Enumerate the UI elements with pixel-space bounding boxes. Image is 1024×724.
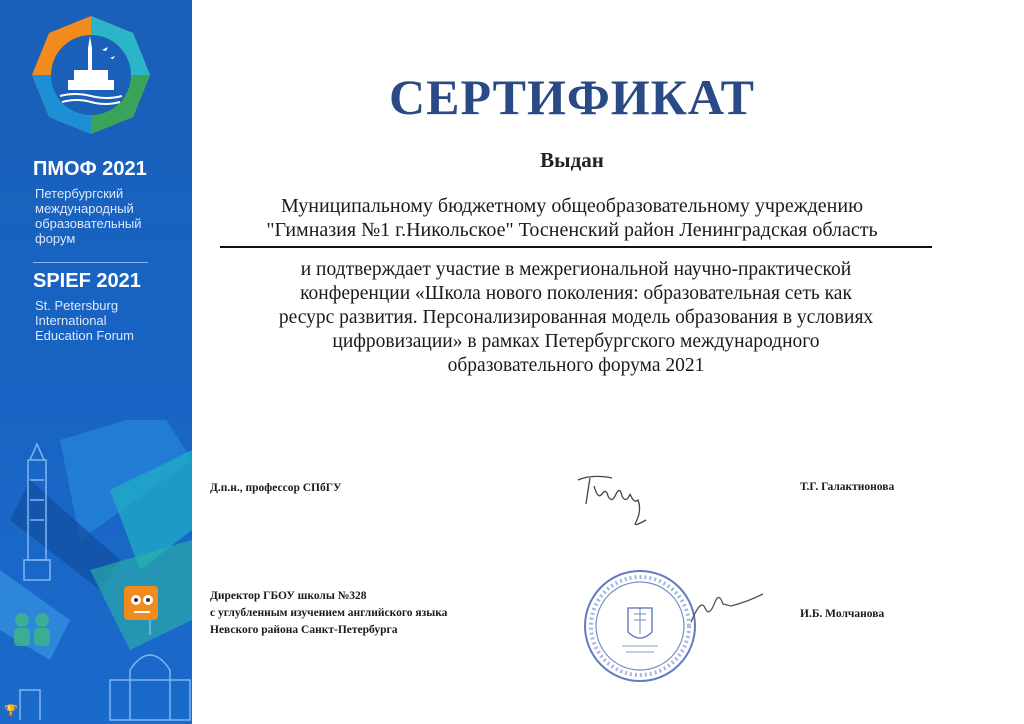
sidebar-banner [0, 0, 192, 724]
recipient-underline [220, 246, 932, 248]
signatory-position-line: Директор ГБОУ школы №328 [210, 590, 367, 602]
forum-title-ru: ПМОФ 2021 [33, 158, 147, 180]
forum-subtitle-en-line: International [35, 313, 107, 328]
city-skyline-decoration [0, 420, 192, 724]
signatory-position-block [210, 588, 447, 639]
forum-subtitle-en-line: Education Forum [35, 328, 134, 343]
forum-subtitle-ru-line: форум [35, 231, 76, 246]
certificate-text-line: конференции «Школа нового поколения: образовательная сеть как [300, 283, 852, 304]
handwritten-signature-icon [687, 588, 767, 628]
forum-subtitle-ru-line: Петербургский [35, 186, 124, 201]
svg-text:🏆: 🏆 [4, 705, 18, 717]
forum-subtitle-en-line: St. Petersburg [35, 298, 119, 313]
sidebar-divider [33, 262, 148, 263]
certificate-text-line: и подтверждает участие в межрегиональной научно-практической [300, 259, 852, 280]
recipient-name [212, 194, 932, 242]
signatory-position-line: с углубленным изучением английского языка [210, 607, 448, 619]
certificate-text [202, 258, 950, 378]
signatory-name: И.Б. Молчанова [800, 608, 885, 620]
certificate-text-line: образовательного форума 2021 [447, 355, 705, 376]
issued-label: Выдан [540, 148, 604, 172]
forum-logo-icon [30, 14, 152, 136]
recipient-line: Муниципальному бюджетному общеобразовательному учреждению [280, 195, 864, 217]
recipient-line: "Гимназия №1 г.Никольское" Тосненский район Ленинградская область [266, 219, 878, 241]
forum-title-en: SPIEF 2021 [33, 270, 141, 292]
certificate-text-line: цифровизации» в рамках Петербургского международного [332, 331, 820, 352]
signatory-position-line: Невского района Санкт-Петербурга [210, 624, 398, 636]
handwritten-signature-icon [572, 470, 662, 530]
certificate-text-line: ресурс развития. Персонализированная модель образования в условиях [278, 307, 874, 328]
signatory-name: Т.Г. Галактионова [800, 481, 895, 493]
certificate-title: СЕРТИФИКАТ [388, 69, 755, 125]
certificate-body [192, 0, 1024, 724]
forum-subtitle-ru-line: образовательный [35, 216, 142, 231]
official-stamp-icon [582, 568, 698, 684]
signatory-position: Д.п.н., профессор СПбГУ [210, 482, 342, 494]
forum-subtitle-ru-line: международный [35, 201, 134, 216]
